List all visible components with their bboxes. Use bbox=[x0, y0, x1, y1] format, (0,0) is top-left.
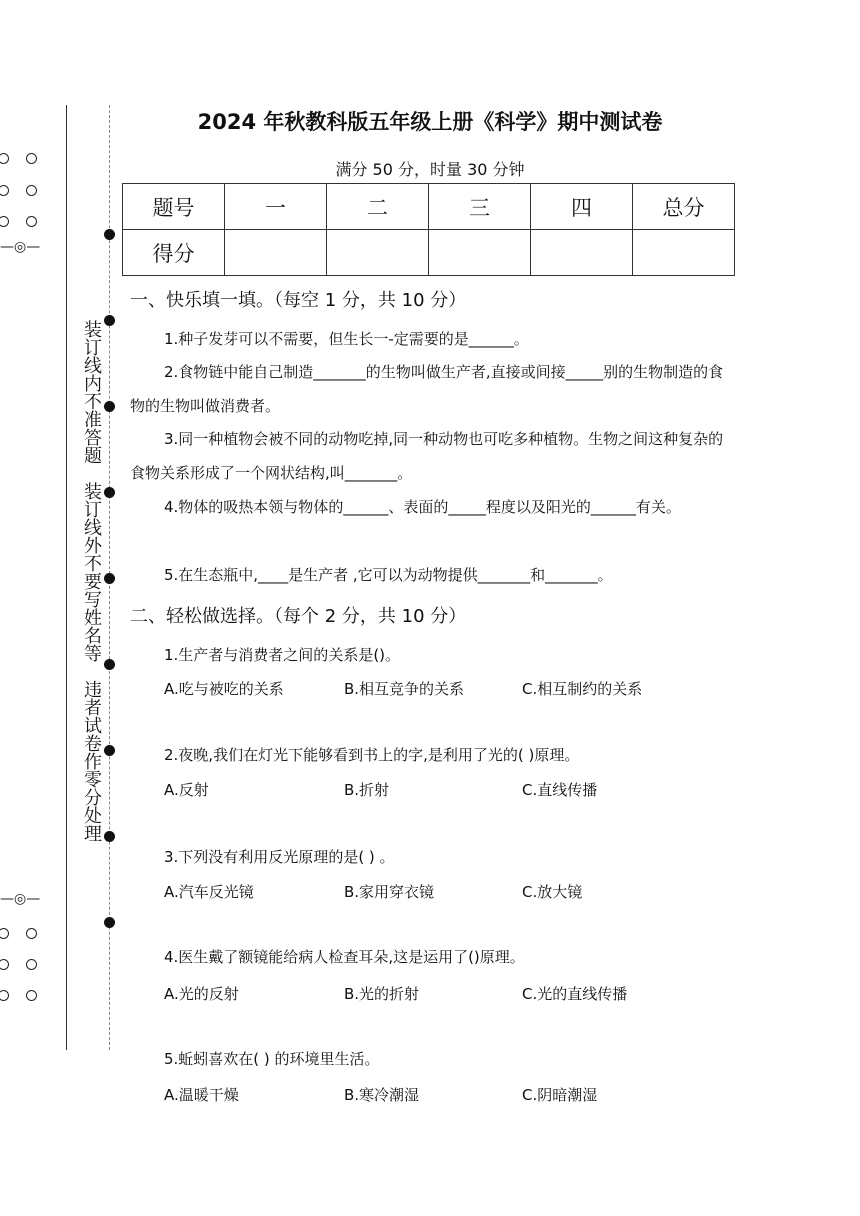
binding-dot bbox=[104, 229, 115, 240]
score-cell[interactable] bbox=[531, 230, 633, 276]
table-cell: 总分 bbox=[633, 184, 735, 230]
binding-hole bbox=[26, 959, 37, 970]
option-c[interactable]: C.光的直线传播 bbox=[522, 985, 628, 1003]
binding-hole bbox=[26, 153, 37, 164]
question: 5.在生态瓶中,____是生产者 ,它可以为动物提供_______和_______。 bbox=[164, 566, 613, 584]
binding-hole bbox=[26, 216, 37, 227]
binding-hole bbox=[26, 990, 37, 1001]
binding-dot bbox=[104, 573, 115, 584]
table-row bbox=[123, 230, 735, 276]
page-title: 2024 年秋教科版五年级上册《科学》期中测试卷 bbox=[197, 110, 663, 134]
question: 4.物体的吸热本领与物体的______、表面的_____程度以及阳光的______有关。 bbox=[164, 498, 681, 516]
question: 2.夜晚,我们在灯光下能够看到书上的字,是利用了光的( )原理。 bbox=[164, 746, 580, 764]
table-row bbox=[123, 184, 735, 230]
table-cell: 三 bbox=[429, 184, 531, 230]
option-b[interactable]: B.家用穿衣镜 bbox=[344, 883, 435, 901]
binding-dot bbox=[104, 401, 115, 412]
binding-hole bbox=[0, 185, 9, 196]
binding-hole bbox=[26, 185, 37, 196]
binding-hole bbox=[0, 216, 9, 227]
binding-hole bbox=[0, 928, 9, 939]
question: 3.下列没有利用反光原理的是( ) 。 bbox=[164, 848, 395, 866]
exam-info: 满分 50 分，时量 30 分钟 bbox=[335, 160, 525, 179]
question: 1.种子发芽可以不需要，但生长一-定需要的是______。 bbox=[164, 330, 529, 348]
option-b[interactable]: B.寒冷潮湿 bbox=[344, 1086, 420, 1104]
table-cell: 四 bbox=[531, 184, 633, 230]
binding-hole bbox=[0, 153, 9, 164]
binding-hole bbox=[0, 990, 9, 1001]
question: 2.食物链中能自己制造_______的生物叫做生产者,直接或间接_____别的生物制造的食物的生物叫做消费者。 bbox=[130, 363, 724, 415]
binding-hole bbox=[26, 928, 37, 939]
option-c[interactable]: C.相互制约的关系 bbox=[522, 680, 643, 698]
table-cell: 一 bbox=[225, 184, 327, 230]
score-table bbox=[122, 183, 735, 276]
option-b[interactable]: B.相互竞争的关系 bbox=[344, 680, 465, 698]
table-cell: 题号 bbox=[123, 184, 225, 230]
option-a[interactable]: A.反射 bbox=[164, 781, 209, 799]
score-cell[interactable] bbox=[429, 230, 531, 276]
binding-notice: 装订线内不准答题 装订线外不要写姓名等 违者试卷作零分处理 bbox=[81, 320, 102, 842]
score-cell[interactable] bbox=[225, 230, 327, 276]
binding-dot bbox=[104, 917, 115, 928]
binding-line bbox=[66, 105, 67, 1050]
option-c[interactable]: C.放大镜 bbox=[522, 883, 583, 901]
question: 4.医生戴了额镜能给病人检查耳朵,这是运用了()原理。 bbox=[164, 948, 525, 966]
table-cell: 二 bbox=[327, 184, 429, 230]
table-cell: 得分 bbox=[123, 230, 225, 276]
binding-dot bbox=[104, 831, 115, 842]
option-c[interactable]: C.直线传播 bbox=[522, 781, 598, 799]
binding-dot bbox=[104, 315, 115, 326]
option-b[interactable]: B.光的折射 bbox=[344, 985, 420, 1003]
question: 5.蚯蚓喜欢在( ) 的环境里生活。 bbox=[164, 1050, 380, 1068]
binding-dot bbox=[104, 487, 115, 498]
option-a[interactable]: A.吃与被吃的关系 bbox=[164, 680, 284, 698]
option-a[interactable]: A.温暖干燥 bbox=[164, 1086, 239, 1104]
binding-dot bbox=[104, 659, 115, 670]
option-a[interactable]: A.光的反射 bbox=[164, 985, 239, 1003]
section-heading: 一、快乐填一填。（每空 1 分，共 10 分） bbox=[130, 290, 467, 311]
option-c[interactable]: C.阴暗潮湿 bbox=[522, 1086, 598, 1104]
binding-marker: —◎— bbox=[0, 891, 41, 907]
section-heading: 二、轻松做选择。（每个 2 分，共 10 分） bbox=[130, 606, 467, 627]
option-b[interactable]: B.折射 bbox=[344, 781, 390, 799]
binding-dot bbox=[104, 745, 115, 756]
score-cell[interactable] bbox=[327, 230, 429, 276]
score-cell[interactable] bbox=[633, 230, 735, 276]
question: 1.生产者与消费者之间的关系是()。 bbox=[164, 646, 401, 664]
binding-hole bbox=[0, 959, 9, 970]
option-a[interactable]: A.汽车反光镜 bbox=[164, 883, 254, 901]
binding-marker: —◎— bbox=[0, 239, 41, 255]
question: 3.同一种植物会被不同的动物吃掉,同一种动物也可吃多种植物。生物之间这种复杂的食物关系形成了一个网状结构,叫_______。 bbox=[130, 430, 724, 482]
